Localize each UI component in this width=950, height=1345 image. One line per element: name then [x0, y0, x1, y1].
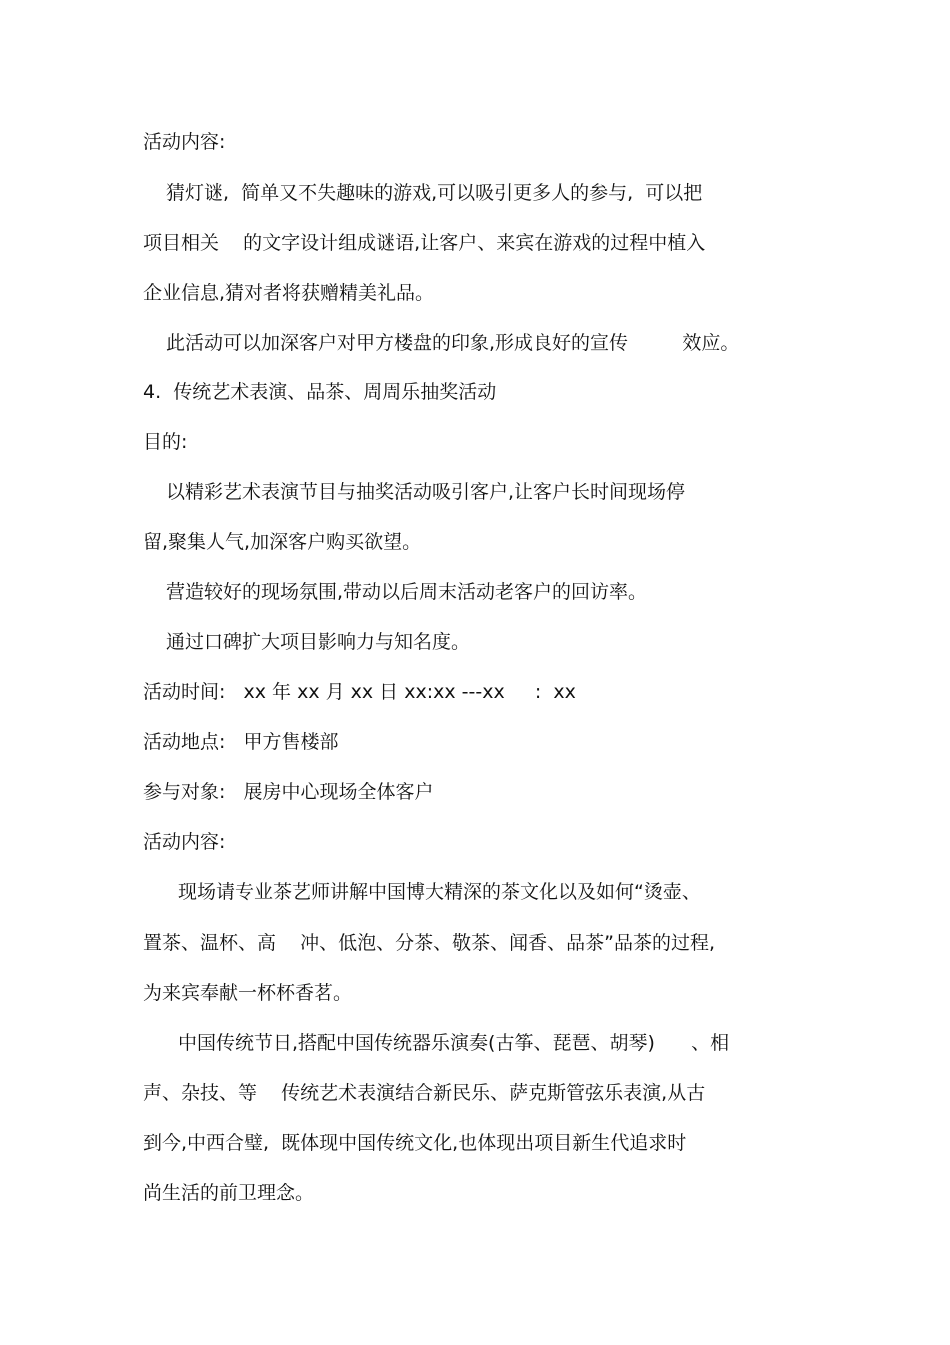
paragraph-line: 猜灯谜, 简单又不失趣味的游戏,可以吸引更多人的参与, 可以把 [166, 182, 703, 204]
paragraph-line: 此活动可以加深客户对甲方楼盘的印象,形成良好的宣传 效应。 [166, 332, 740, 354]
paragraph-line: 置茶、温杯、高 冲、低泡、分茶、敬茶、闻香、品茶”品茶的过程, [143, 932, 716, 954]
paragraph-line: 中国传统节日,搭配中国传统器乐演奏(古筝、琵琶、胡琴) 、相 [178, 1032, 730, 1054]
paragraph-line: 企业信息,猜对者将获赠精美礼品。 [143, 282, 435, 304]
participants: 参与对象: 展房中心现场全体客户 [143, 781, 434, 803]
section-heading-activity-content: 活动内容: [143, 131, 226, 153]
paragraph-line: 现场请专业茶艺师讲解中国博大精深的茶文化以及如何“烫壶、 [178, 881, 701, 903]
section-heading-activity-content: 活动内容: [143, 831, 226, 853]
paragraph-line: 通过口碑扩大项目影响力与知名度。 [166, 631, 471, 653]
paragraph-line: 以精彩艺术表演节目与抽奖活动吸引客户,让客户长时间现场停 [166, 481, 686, 503]
paragraph-line: 营造较好的现场氛围,带动以后周末活动老客户的回访率。 [166, 581, 648, 603]
paragraph-line: 留,聚集人气,加深客户购买欲望。 [143, 531, 422, 553]
section-heading-item-4: 4. 传统艺术表演、品茶、周周乐抽奖活动 [143, 381, 497, 403]
paragraph-line: 尚生活的前卫理念。 [143, 1182, 315, 1204]
activity-location: 活动地点: 甲方售楼部 [143, 731, 339, 753]
paragraph-line: 声、杂技、等 传统艺术表演结合新民乐、萨克斯管弦乐表演,从古 [143, 1082, 706, 1104]
paragraph-line: 到今,中西合璧, 既体现中国传统文化,也体现出项目新生代追求时 [143, 1132, 687, 1154]
paragraph-line: 项目相关 的文字设计组成谜语,让客户、来宾在游戏的过程中植入 [143, 232, 706, 254]
activity-time: 活动时间: xx 年 xx 月 xx 日 xx:xx ---xx : xx [143, 681, 576, 703]
section-heading-purpose: 目的: [143, 431, 188, 453]
paragraph-line: 为来宾奉献一杯杯香茗。 [143, 982, 353, 1004]
